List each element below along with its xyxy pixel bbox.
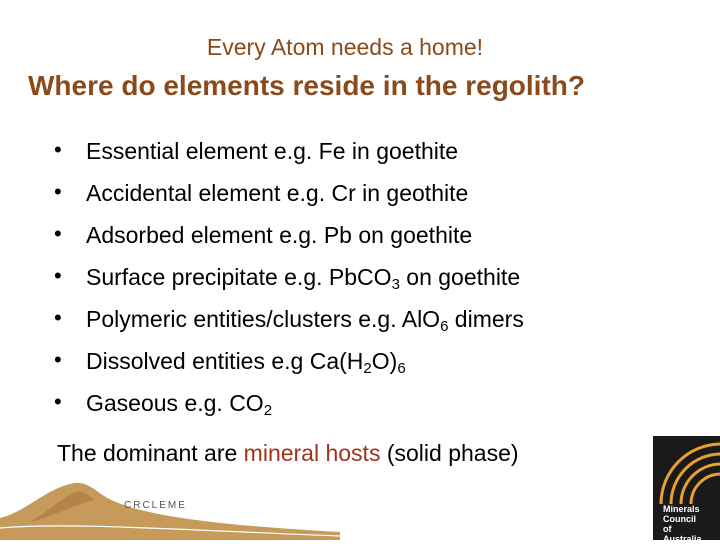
bullet-item xyxy=(54,300,524,342)
sun-rays-icon xyxy=(653,436,720,506)
bullet-text: Polymeric entities/clusters e.g. AlO$_6$ dimers xyxy=(86,306,524,335)
bullet-text: Adsorbed element e.g. Pb on goethite xyxy=(86,222,473,248)
bullet-text: Accidental element e.g. Cr in geothite xyxy=(86,180,469,206)
bullet-icon: • xyxy=(54,305,62,330)
crcleme-logo-text: CRCLEME xyxy=(124,500,187,511)
bullet-item xyxy=(54,174,524,216)
bullet-icon: • xyxy=(54,137,62,162)
bullet-icon: • xyxy=(54,389,62,414)
bullet-item xyxy=(54,132,524,174)
bullet-item xyxy=(54,258,524,300)
bullet-item xyxy=(54,216,524,258)
conclusion-text: The dominant are mineral hosts (solid phase) xyxy=(57,440,519,466)
slide-title: Where do elements reside in the regolith? xyxy=(28,70,585,101)
bullet-icon: • xyxy=(54,263,62,288)
bullet-text: Dissolved entities e.g $Ca(H_2O)_6$ xyxy=(86,348,406,377)
bullet-icon: • xyxy=(54,221,62,246)
bullet-icon: • xyxy=(54,347,62,372)
slide-subtitle: Every Atom needs a home! xyxy=(206,34,484,60)
mca-logo-text: Minerals Council of Australia xyxy=(663,504,702,544)
bullet-text: Gaseous e.g. $CO_2$ xyxy=(86,390,273,419)
bullet-list xyxy=(54,132,524,426)
highlight-text: mineral hosts xyxy=(243,440,381,466)
bullet-text: Surface precipitate e.g. PbCO$_3$ on goethite xyxy=(86,264,521,293)
bullet-icon: • xyxy=(54,179,62,204)
bullet-text: Essential element e.g. Fe in goethite xyxy=(86,138,459,164)
bullet-item xyxy=(54,384,524,426)
bullet-item xyxy=(54,342,524,384)
